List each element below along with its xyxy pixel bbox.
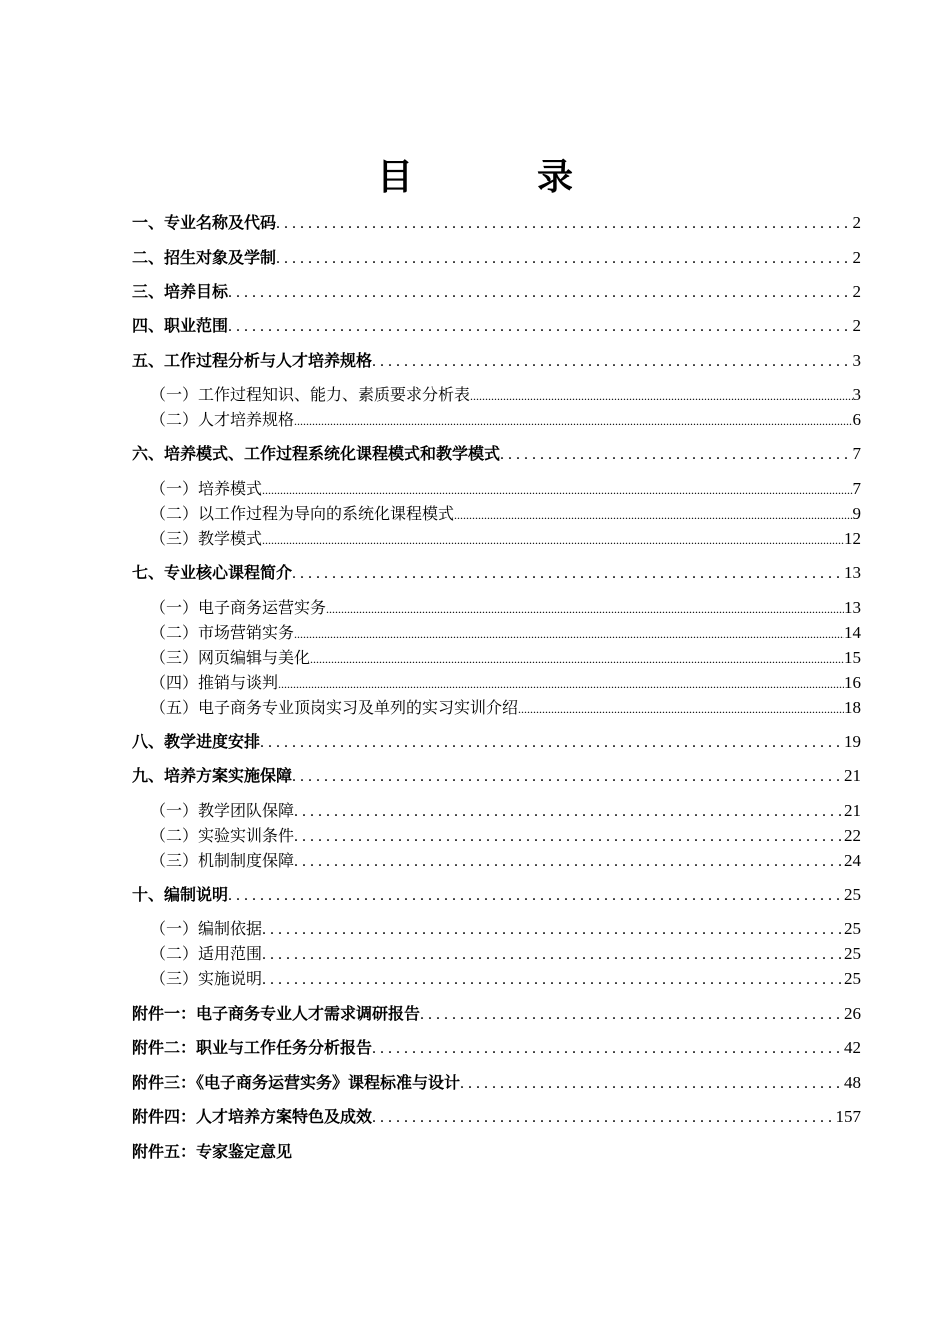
toc-entry[interactable]	[132, 763, 861, 789]
toc-entry-page: 2	[852, 282, 861, 301]
dot-leader	[228, 883, 844, 909]
dot-leader	[372, 1036, 844, 1062]
toc-entry[interactable]	[132, 348, 861, 374]
toc-subentry-page: 3	[852, 385, 861, 404]
toc-subentry[interactable]	[150, 595, 861, 621]
dot-leader	[278, 671, 844, 697]
toc-subentry-page: 7	[852, 479, 861, 498]
dot-leader	[294, 408, 852, 434]
toc-subentry-page: 22	[844, 826, 861, 845]
toc-subentry-page: 15	[844, 648, 861, 667]
dot-leader	[292, 561, 844, 587]
toc-subentry[interactable]	[150, 916, 861, 942]
toc-subentry-label: （一）电子商务运营实务	[150, 598, 327, 617]
toc-entry[interactable]	[132, 313, 861, 339]
dot-leader	[372, 1105, 835, 1131]
toc-subentry[interactable]	[150, 695, 861, 721]
toc-entry-page: 2	[852, 248, 861, 267]
toc-entry-page: 19	[844, 732, 861, 751]
toc-subentry-label: （三）教学模式	[150, 529, 263, 548]
toc-entry-page: 7	[852, 444, 861, 463]
dot-leader	[276, 211, 852, 237]
toc-subentry-page: 14	[844, 623, 861, 642]
toc-entry[interactable]	[132, 1104, 861, 1130]
toc-subentry-label: （二）市场营销实务	[150, 623, 295, 642]
toc-subentry-label: （三）实施说明	[150, 969, 263, 988]
toc-entry-label: 七、专业核心课程简介	[132, 563, 293, 582]
toc-subentry-label: （二）以工作过程为导向的系统化课程模式	[150, 504, 455, 523]
toc-entry-label: 五、工作过程分析与人才培养规格	[132, 351, 373, 370]
toc-subentry-label: （一）编制依据	[150, 919, 263, 938]
dot-leader	[454, 502, 852, 528]
toc-entry[interactable]	[132, 1001, 861, 1027]
dot-leader	[294, 799, 844, 825]
toc-subentry-label: （一）培养模式	[150, 479, 263, 498]
toc-entry-label: 附件四：人才培养方案特色及成效	[132, 1107, 373, 1126]
toc-subentry[interactable]	[150, 798, 861, 824]
toc-subentry-page: 25	[844, 944, 861, 963]
toc-subentry-page: 13	[844, 598, 861, 617]
dot-leader	[326, 596, 844, 622]
toc-subentry-page: 16	[844, 673, 861, 692]
dot-leader	[262, 477, 852, 503]
dot-leader	[310, 646, 844, 672]
dot-leader	[262, 967, 844, 993]
toc-entry-page: 13	[844, 563, 861, 582]
toc-subentry-label: （二）适用范围	[150, 944, 263, 963]
dot-leader	[460, 1071, 844, 1097]
toc-subentry[interactable]	[150, 823, 861, 849]
toc-entry-page: 26	[844, 1004, 861, 1023]
toc-subentry-page: 21	[844, 801, 861, 820]
dot-leader	[500, 442, 852, 468]
toc-subentry-label: （五）电子商务专业顶岗实习及单列的实习实训介绍	[150, 698, 519, 717]
dot-leader	[294, 824, 844, 850]
dot-leader	[518, 696, 844, 722]
toc-entry-page: 3	[852, 351, 861, 370]
toc-entry-label: 四、职业范围	[132, 316, 229, 335]
toc-entry[interactable]	[132, 245, 861, 271]
toc-subentry-label: （一）工作过程知识、能力、素质要求分析表	[150, 385, 471, 404]
toc-subentry[interactable]	[150, 848, 861, 874]
toc-entry-page: 48	[844, 1073, 861, 1092]
toc-subentry-page: 24	[844, 851, 861, 870]
toc-subentry[interactable]	[150, 670, 861, 696]
toc-subentry[interactable]	[150, 620, 861, 646]
dot-leader	[420, 1002, 844, 1028]
toc-subentry-label: （一）教学团队保障	[150, 801, 295, 820]
dot-leader	[372, 349, 852, 375]
toc-subentry[interactable]	[150, 501, 861, 527]
toc-entry-label: 附件一：电子商务专业人才需求调研报告	[132, 1004, 421, 1023]
toc-entry-label: 附件三：《电子商务运营实务》课程标准与设计	[132, 1073, 461, 1092]
toc-subentry[interactable]	[150, 382, 861, 408]
toc-subentry-label: （三）网页编辑与美化	[150, 648, 311, 667]
dot-leader	[262, 942, 844, 968]
toc-entry-page: 21	[844, 766, 861, 785]
toc-entry[interactable]	[132, 729, 861, 755]
toc-entry-page: 157	[835, 1107, 861, 1126]
toc-subentry-label: （四）推销与谈判	[150, 673, 279, 692]
toc-subentry[interactable]	[150, 941, 861, 967]
toc-entry[interactable]	[132, 210, 861, 236]
toc-subentry-page: 25	[844, 969, 861, 988]
toc-entry-label: 十、编制说明	[132, 885, 229, 904]
toc-subentry-page: 9	[852, 504, 861, 523]
toc-entry-page: 25	[844, 885, 861, 904]
dot-leader	[292, 764, 844, 790]
toc-entry-label: 六、培养模式、工作过程系统化课程模式和教学模式	[132, 444, 501, 463]
toc-subentry-page: 18	[844, 698, 861, 717]
toc-entry-label: 八、教学进度安排	[132, 732, 261, 751]
toc-subentry-label: （三）机制制度保障	[150, 851, 295, 870]
dot-leader	[470, 383, 852, 409]
dot-leader	[260, 730, 844, 756]
toc-entry-label: 九、培养方案实施保障	[132, 766, 293, 785]
toc-subentry[interactable]	[150, 526, 861, 552]
toc-subentry-label: （二）实验实训条件	[150, 826, 295, 845]
toc-entry[interactable]	[132, 882, 861, 908]
dot-leader	[262, 527, 844, 553]
toc-entry[interactable]	[132, 1139, 861, 1165]
toc-entry-page: 2	[852, 213, 861, 232]
dot-leader	[262, 917, 844, 943]
toc-subentry[interactable]	[150, 645, 861, 671]
toc-entry-page: 42	[844, 1038, 861, 1057]
dot-leader	[228, 314, 852, 340]
toc-entry[interactable]	[132, 279, 861, 305]
toc-entry[interactable]	[132, 1070, 861, 1096]
dot-leader	[294, 849, 844, 875]
toc-subentry-page: 25	[844, 919, 861, 938]
toc-entry-page: 2	[852, 316, 861, 335]
toc-title: 目 录	[376, 157, 617, 198]
toc-subentry-page: 6	[852, 410, 861, 429]
dot-leader	[294, 621, 844, 647]
toc-entry-label: 二、招生对象及学制	[132, 248, 277, 267]
toc-subentry-label: （二）人才培养规格	[150, 410, 295, 429]
toc-subentry[interactable]	[150, 476, 861, 502]
toc-entry-label: 附件二：职业与工作任务分析报告	[132, 1038, 373, 1057]
toc-entry[interactable]	[132, 441, 861, 467]
toc-entry-label: 附件五：专家鉴定意见	[132, 1142, 293, 1161]
toc-entry-label: 一、专业名称及代码	[132, 213, 277, 232]
toc-subentry-page: 12	[844, 529, 861, 548]
dot-leader	[276, 246, 852, 272]
toc-subentry[interactable]	[150, 966, 861, 992]
toc-entry[interactable]	[132, 1035, 861, 1061]
toc-subentry[interactable]	[150, 407, 861, 433]
toc-entry-label: 三、培养目标	[132, 282, 229, 301]
dot-leader	[228, 280, 852, 306]
toc-entry[interactable]	[132, 560, 861, 586]
